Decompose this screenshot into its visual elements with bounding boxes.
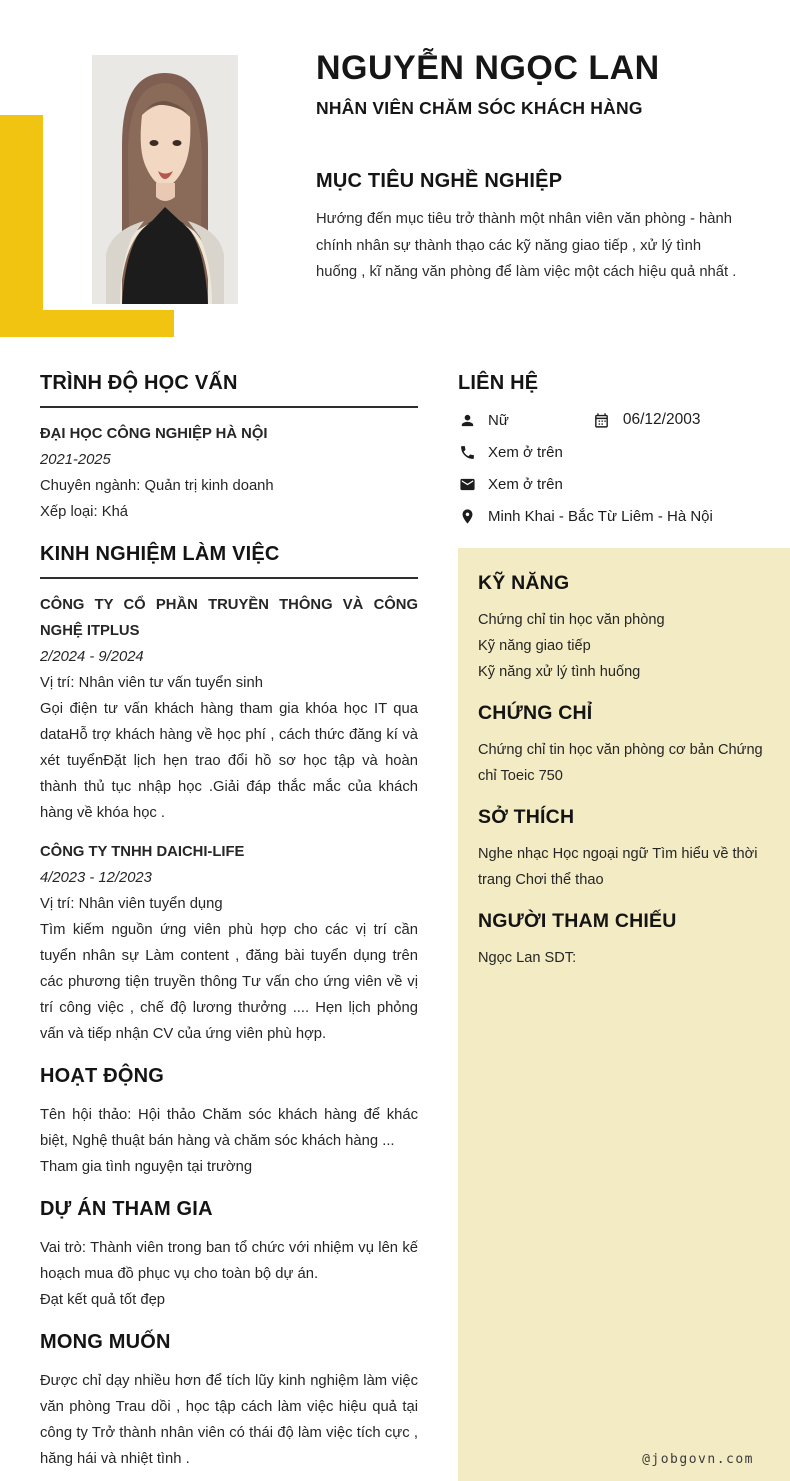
references-text: Ngọc Lan SDT:	[478, 950, 577, 966]
education-major: Chuyên ngành: Quản trị kinh doanh	[40, 478, 274, 494]
references-heading: NGƯỜI THAM CHIẾU	[478, 910, 677, 932]
job-company: CÔNG TY TNHH DAICHI-LIFE	[40, 844, 245, 860]
education-heading: TRÌNH ĐỘ HỌC VẤN	[40, 372, 418, 408]
job-description: Gọi điện tư vấn khách hàng tham gia khóa học IT qua dataHỗ trợ khách hàng về học phí , cách thức đăng kí và xét tuyểnĐặt lịch hẹn trao đổi hồ sơ học tập và hoàn thành thủ tục nhập học .Giải đáp thắc mắc của khách hàng về khóa học .	[40, 701, 418, 821]
objective-text: Hướng đến mục tiêu trở thành một nhân viên văn phòng - hành chính nhân sự thành thạo các kỹ năng giao tiếp , xử lý tình huống , kĩ năng văn phòng để làm việc một cách hiệu quả nhất .	[316, 211, 737, 280]
contact-email: Xem ở trên	[488, 475, 563, 493]
profile-photo	[92, 55, 238, 304]
objective-heading: MỤC TIÊU NGHỀ NGHIỆP	[316, 170, 563, 192]
contact-row-phone	[458, 436, 790, 468]
job-description: Tìm kiếm nguồn ứng viên phù hợp cho các vị trí cần tuyển nhân sự Làm content , đăng bài tuyển dụng trên các phương tiện truyền thông Tư vấn cho ứng viên về vị trí công việc , chế độ lương thưởng .... Hẹn lịch phỏng vấn và tiếp nhận CV của ứng viên phù hợp.	[40, 922, 418, 1042]
watermark: @jobgovn.com	[642, 1452, 754, 1467]
certificates-text: Chứng chỉ tin học văn phòng cơ bản Chứng chỉ Toeic 750	[478, 742, 763, 784]
education-period: 2021-2025	[40, 452, 111, 468]
skill-item: Kỹ năng xử lý tình huống	[478, 664, 641, 680]
contact-address: Minh Khai - Bắc Từ Liêm - Hà Nội	[488, 507, 713, 525]
projects-item: Đạt kết quả tốt đẹp	[40, 1292, 166, 1308]
job-company: CÔNG TY CỔ PHẦN TRUYỀN THÔNG VÀ CÔNG NGHỆ ITPLUS	[40, 597, 418, 639]
candidate-name: NGUYỄN NGỌC LAN	[316, 49, 660, 87]
projects-item: Vai trò: Thành viên trong ban tổ chức với nhiệm vụ lên kế hoạch mua đồ phục vụ cho toàn bộ dự án.	[40, 1240, 418, 1282]
yellow-accent-vertical	[0, 115, 43, 337]
wishes-text: Được chỉ dạy nhiều hơn để tích lũy kinh nghiệm làm việc văn phòng Trau dồi , học tập cách làm việc hiệu quả tại công ty Trở thành nhân viên có thái độ làm việc tích cực , hăng hái và nhiệt tình .	[40, 1373, 418, 1467]
sidebar-panel	[458, 548, 790, 1481]
skill-item: Kỹ năng giao tiếp	[478, 638, 591, 654]
objective-section	[316, 170, 746, 286]
wishes-heading: MONG MUỐN	[40, 1331, 171, 1353]
phone-icon	[458, 443, 476, 461]
contact-row-address	[458, 500, 790, 532]
candidate-job-title: NHÂN VIÊN CHĂM SÓC KHÁCH HÀNG	[316, 98, 643, 119]
contact-gender: Nữ	[488, 411, 509, 429]
education-school: ĐẠI HỌC CÔNG NGHIỆP HÀ NỘI	[40, 426, 268, 442]
job-position: Vị trí: Nhân viên tư vấn tuyển sinh	[40, 675, 263, 691]
job-period: 2/2024 - 9/2024	[40, 649, 144, 665]
yellow-accent-horizontal	[0, 310, 174, 337]
contact-row-email	[458, 468, 790, 500]
education-section	[40, 372, 418, 525]
calendar-icon	[593, 411, 611, 429]
contact-rows	[458, 404, 790, 532]
profile-photo-illustration	[92, 55, 238, 304]
skill-item: Chứng chỉ tin học văn phòng	[478, 612, 665, 628]
activities-item: Tên hội thảo: Hội thảo Chăm sóc khách hàng để khác biệt, Nghệ thuật bán hàng và chăm sóc khách hàng ...	[40, 1107, 418, 1149]
projects-heading: DỰ ÁN THAM GIA	[40, 1198, 213, 1220]
education-grade: Xếp loại: Khá	[40, 504, 129, 520]
person-icon	[458, 411, 476, 429]
projects-section	[40, 1198, 418, 1313]
experience-heading: KINH NGHIỆM LÀM VIỆC	[40, 543, 418, 579]
experience-job	[40, 592, 418, 826]
skills-heading: KỸ NĂNG	[478, 572, 570, 594]
skills-section	[478, 572, 770, 685]
wishes-section	[40, 1331, 418, 1472]
hobbies-section	[478, 806, 770, 893]
location-pin-icon	[458, 507, 476, 525]
references-section	[478, 910, 770, 971]
contact-phone: Xem ở trên	[488, 443, 563, 461]
certificates-heading: CHỨNG CHỈ	[478, 702, 593, 724]
experience-section	[40, 543, 418, 1047]
activities-heading: HOẠT ĐỘNG	[40, 1065, 165, 1087]
header	[316, 50, 746, 119]
job-position: Vị trí: Nhân viên tuyển dụng	[40, 896, 223, 912]
contact-row-gender-dob	[458, 404, 790, 436]
contact-dob: 06/12/2003	[622, 411, 701, 428]
contact-section	[458, 372, 790, 532]
activities-section	[40, 1065, 418, 1180]
activities-item: Tham gia tình nguyện tại trường	[40, 1159, 253, 1175]
experience-job	[40, 839, 418, 1047]
left-column	[40, 372, 418, 1481]
mail-icon	[458, 475, 476, 493]
hobbies-text: Nghe nhạc Học ngoại ngữ Tìm hiểu về thời trang Chơi thể thao	[478, 846, 758, 888]
contact-heading: LIÊN HỆ	[458, 372, 539, 394]
job-period: 4/2023 - 12/2023	[40, 870, 152, 886]
hobbies-heading: SỞ THÍCH	[478, 806, 575, 828]
certificates-section	[478, 702, 770, 789]
